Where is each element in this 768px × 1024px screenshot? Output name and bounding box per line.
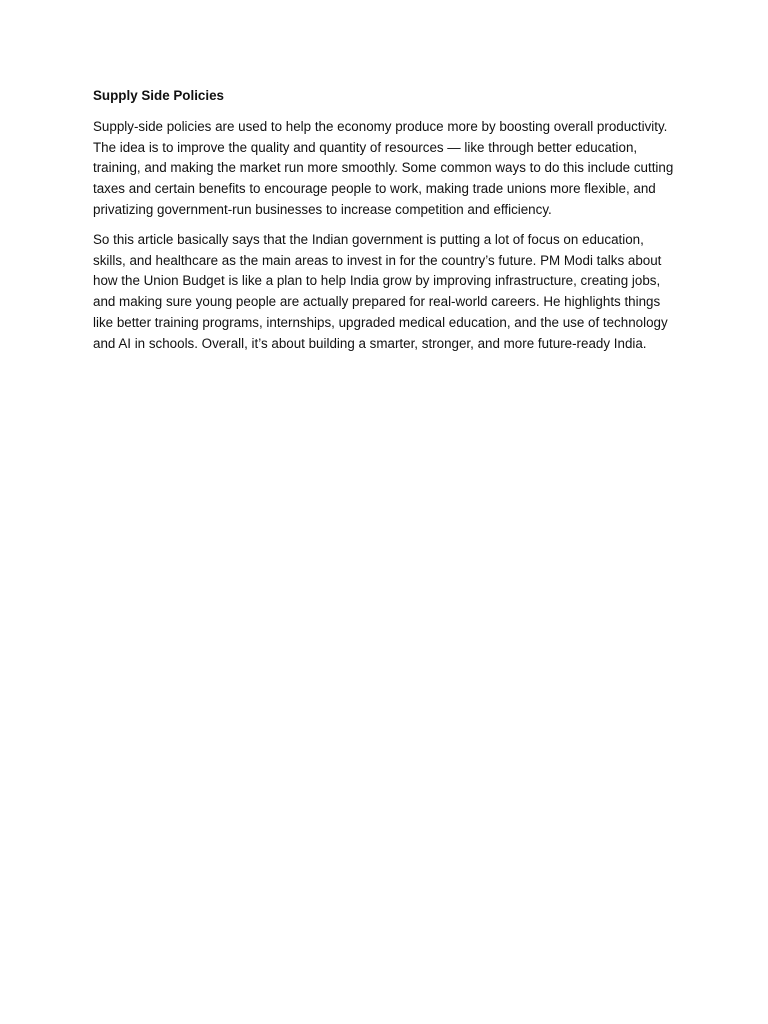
- document-heading: Supply Side Policies: [93, 88, 224, 103]
- paragraph-supply-side-definition: Supply-side policies are used to help the economy produce more by boosting overall productivity. The idea is to improve the quality and quantity of resources — like through better education, training, and making the market run more smoothly. Some common ways to do this include cutting taxes and certain benefits to encourage people to work, making trade unions more flexible, and privatizing government-run businesses to increase competition and efficiency.: [93, 118, 674, 217]
- paragraph-indian-government-article: So this article basically says that the Indian government is putting a lot of focus on education, skills, and healthcare as the main areas to invest in for the country’s future. PM Modi talks about how the Union Budget is like a plan to help India grow by improving infrastructure, creating jobs, and making sure young people are actually prepared for real-world careers. He highlights things like better training programs, internships, upgraded medical education, and the use of technology and AI in schools. Overall, it’s about building a smarter, stronger, and more future-ready India.: [93, 231, 668, 351]
- document-body: [93, 86, 675, 364]
